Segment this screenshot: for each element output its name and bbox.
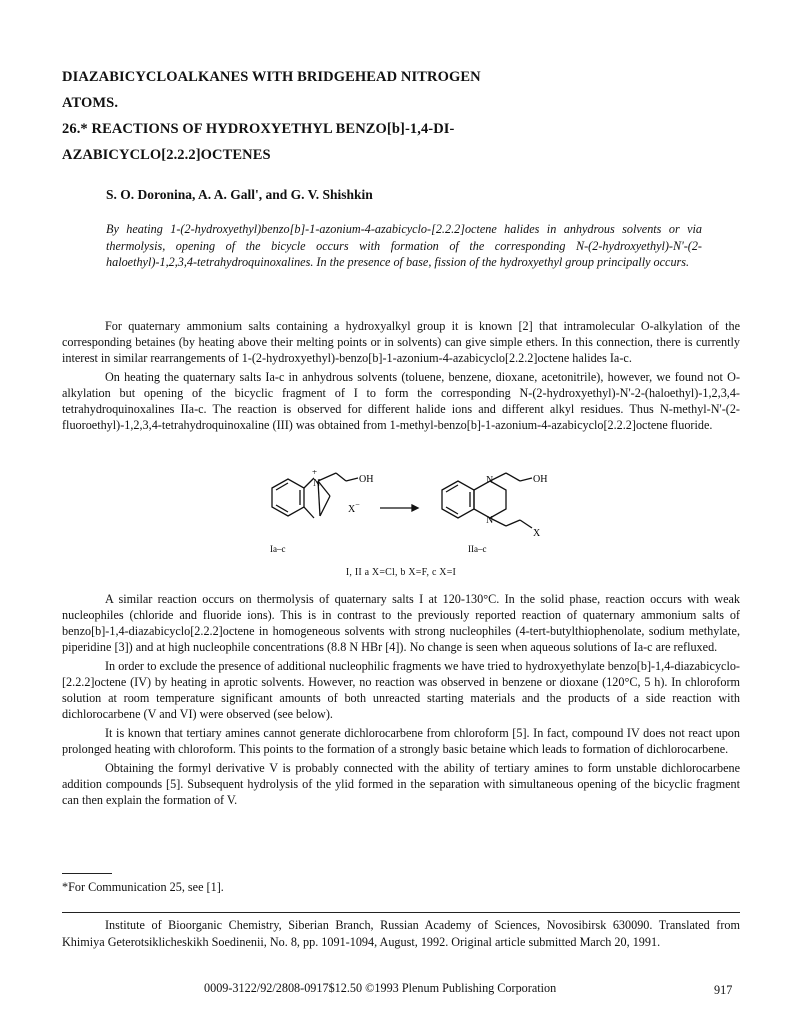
footnote-divider — [62, 873, 112, 874]
footnote: *For Communication 25, see [1]. — [62, 880, 224, 894]
page-number: 917 — [714, 983, 733, 997]
title-line-4: AZABICYCLO[2.2.2]OCTENES — [62, 147, 271, 163]
abstract: By heating 1-(2-hydroxyethyl)benzo[b]-1-azonium-4-azabicyclo-[2.2.2]octene halides in anhydrous solvents or via thermolysis, opening of the bicycle occurs with formation of the corresponding N-(2-hydroxyethyl)-N'-(2-haloethyl)-1,2,3,4-tetrahydroquinoxalines. In the presence of base, fission of the hydroxyethyl group principally occurs. — [106, 222, 702, 269]
compound-label-ia-c: Ia–c — [270, 544, 286, 554]
title-line-3: 26.* REACTIONS OF HYDROXYETHYL BENZO[b]-1,4-DI- — [62, 121, 455, 137]
paragraph: On heating the quaternary salts Ia-c in anhydrous solvents (toluene, benzene, dioxane, acetonitrile), however, we found not O-alkylation but opening of the bicyclic fragment of I to form the corresponding N-(2-hydroxyethyl)-N'-2-(haloethyl)-1,2,3,4-tetrahydroquinoxalines IIa-c. The reaction is observed for different halide ions and different alkyl residues. Thus N-methyl-N'-(2-fluoroethyl)-1,2,3,4-tetrahydroquinoxaline (III) was obtained from 1-methyl-benzo[b]-1-azonium-4-azabicyclo[2.2.2]octene fluoride. — [62, 370, 740, 432]
article-title — [62, 64, 702, 168]
body-text-top — [62, 318, 740, 433]
paragraph: A similar reaction occurs on thermolysis of quaternary salts I at 120-130°C. In the solid phase, reaction occurs with weak nucleophiles (chloride and fluoride ions). This is in contrast to the previously reported reaction of quaternary ammonium salts of benzo[b]-1,4-diazabicyclo[2.2.2]octene in homogeneous solvents with strong nucleophiles (4-tert-butylthiophenolate, sodium methylate, piperidine [3]) and at high nucleophile concentrations (8.8 N HBr [4]). No change is seen when aqueous solutions of Ia-c are refluxed. — [62, 592, 740, 654]
counter-anion: X− — [348, 500, 360, 515]
positive-charge: + — [312, 470, 318, 477]
paragraph: In order to exclude the presence of additional nucleophilic fragments we have tried to hydroxyethylate benzo[b]-1,4-diazabicyclo-[2.2.2]octene (IV) by heating in aprotic solvents. However, no reaction was observed in benzene or dioxane (120°C, 5 h). In chloroform solution at room temperature significant amounts of both unreacted starting materials and the products of a side reaction with dichlorocarbene (V and VI) were observed (see below). — [62, 659, 740, 721]
hydroxyl-label: OH — [359, 474, 374, 485]
nitrogen-label-bottom: N — [486, 515, 494, 526]
title-line-1: DIAZABICYCLOALKANES WITH BRIDGEHEAD NITROGEN — [62, 69, 481, 85]
paragraph: For quaternary ammonium salts containing a hydroxyalkyl group it is known [2] that intramolecular O-alkylation of the corresponding betaines (by heating above their melting points or in solvents) can give simple ethers. In this connection, there is currently interest in similar rearrangements of 1-(2-hydroxyethyl)-benzo[b]-1-azonium-4-azabicyclo[2.2.2]octene halides Ia-c. — [62, 319, 740, 365]
body-text-bottom — [62, 591, 740, 808]
paragraph: It is known that tertiary amines cannot generate dichlorocarbene from chloroform [5]. In fact, compound IV does not react upon prolonged heating with chloroform. This points to the formation of a strongly basic betaine which leads to formation of dichlorocarbene. — [62, 726, 740, 756]
halogen-label: X — [533, 528, 541, 539]
hydroxyl-label: OH — [533, 474, 548, 485]
institution-divider — [62, 912, 740, 913]
authors: S. O. Doronina, A. A. Gall', and G. V. Shishkin — [106, 187, 373, 202]
reaction-arrow — [380, 505, 418, 511]
nitrogen-label-top: N — [486, 475, 494, 486]
institution-note: Institute of Bioorganic Chemistry, Siberian Branch, Russian Academy of Sciences, Novosibirsk 630090. Translated from Khimiya Geterotsiklicheskikh Soedinenii, No. 8, pp. 1091-1094, August, 1992. Original article submitted March 20, 1991. — [62, 918, 740, 949]
compound-label-iia-c: IIa–c — [468, 544, 487, 554]
scheme-legend: I, II a X=Cl, b X=F, c X=I — [345, 567, 457, 578]
paragraph: Obtaining the formyl derivative V is probably connected with the ability of tertiary amines to form unstable dichlorocarbene addition compounds [5]. Subsequent hydrolysis of the ylid formed in the separation with simultaneous opening of the bicyclic fragment can then explain the formation of V. — [62, 761, 740, 807]
nitrogen-label: N — [313, 478, 321, 489]
copyright-line: 0009-3122/92/2808-0917$12.50 ©1993 Plenum Publishing Corporation — [204, 981, 557, 995]
title-line-2: ATOMS. — [62, 95, 119, 111]
